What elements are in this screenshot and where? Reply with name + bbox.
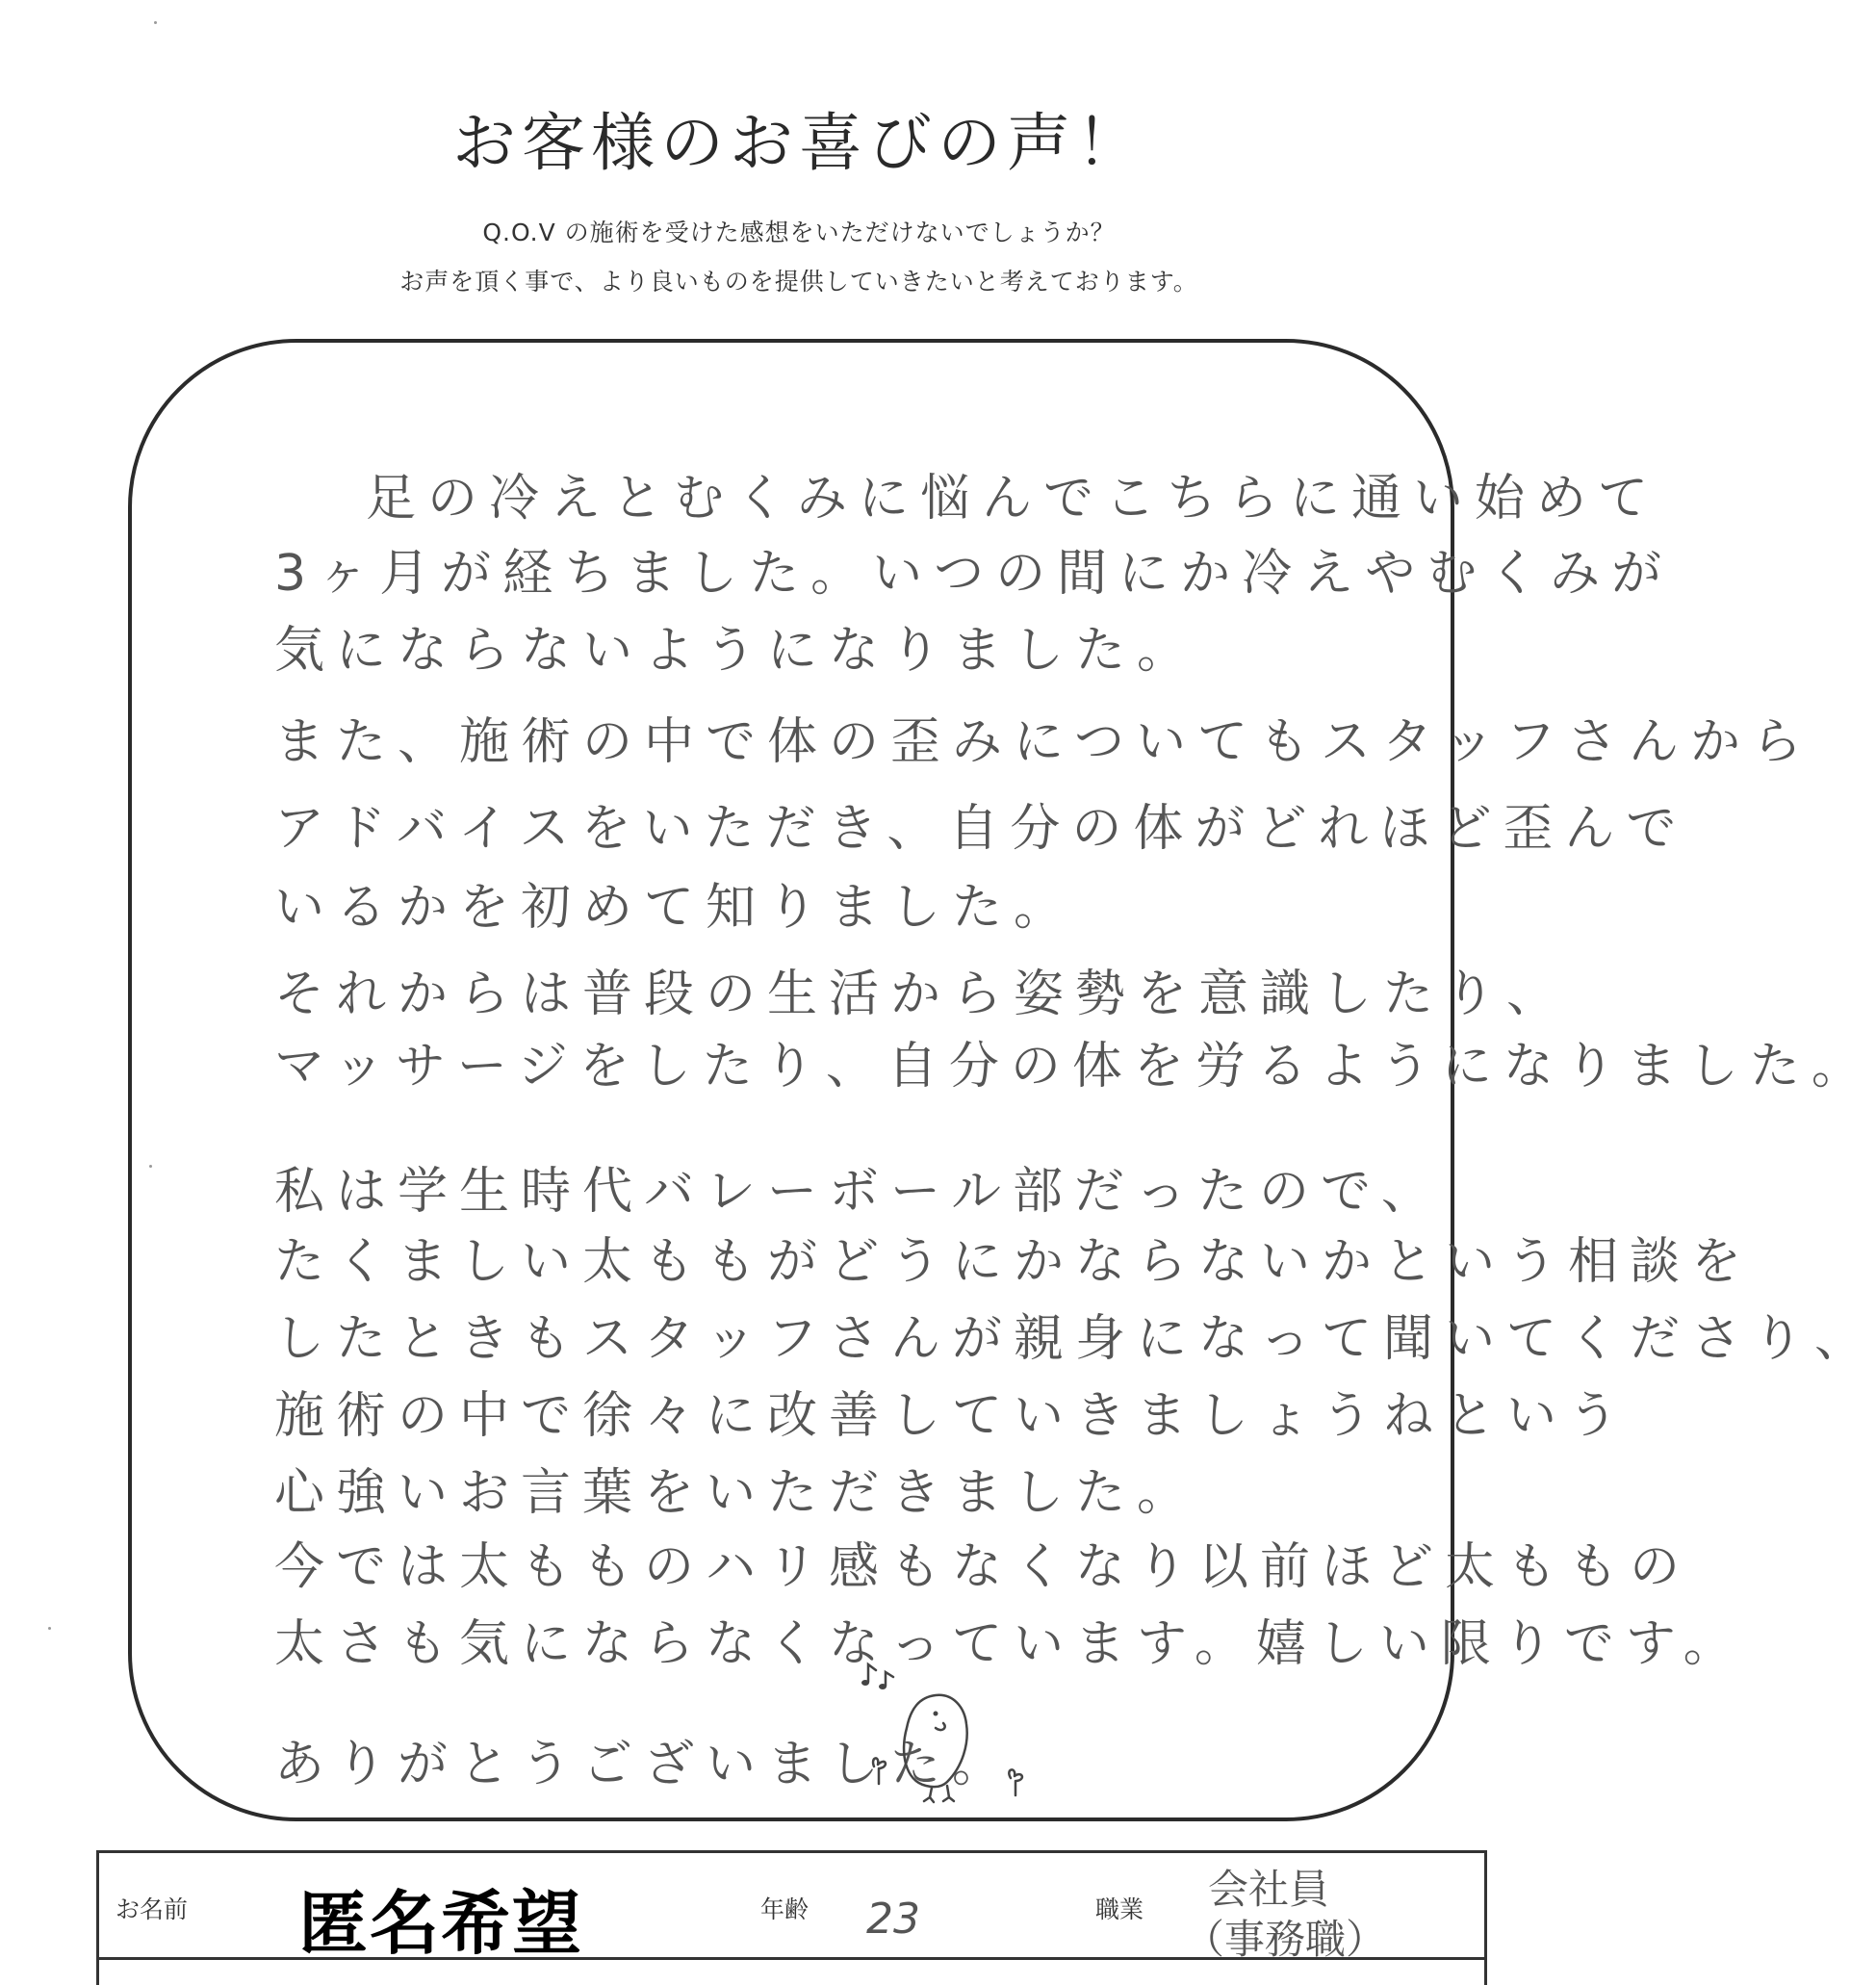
- testimonial-line: 今では太もものハリ感もなくなり以前ほど太ももの: [274, 1538, 1692, 1596]
- testimonial-line: マッサージをしたり、自分の体を労るようになりました。: [274, 1038, 1873, 1096]
- testimonial-line: それからは普段の生活から姿勢を意識したり、: [274, 966, 1569, 1023]
- testimonial-line: 気にならないようになりました。: [274, 622, 1199, 680]
- testimonial-line: 私は学生時代バレーボール部だったので、: [274, 1163, 1443, 1221]
- name-value: 匿名希望: [298, 1883, 584, 1964]
- testimonial-line: いるかを初めて知りました。: [274, 879, 1076, 937]
- testimonial-line: 太さも気にならなくなっています。嬉しい限りです。: [274, 1615, 1745, 1673]
- testimonial-line: 施術の中で徐々に改善していきましょうねという: [274, 1387, 1631, 1445]
- testimonial-line: 足の冷えとむくみに悩んでこちらに通い始めて: [366, 470, 1660, 528]
- subtitle-line-2: お声を頂く事で、より良いものを提供していきたいと考えております。: [399, 268, 1198, 296]
- testimonial-line: 心強いお言葉をいただきました。: [274, 1464, 1199, 1522]
- subtitle-line-1: Q.O.V の施術を受けた感想をいただけないでしょうか？: [482, 219, 1116, 246]
- testimonial-line: ありがとうございました。: [274, 1736, 1015, 1793]
- job-label: 職業: [1095, 1895, 1144, 1923]
- testimonial-line: アドバイスをいただき、自分の体がどれほど歪んで: [274, 800, 1688, 858]
- testimonial-line: 3ヶ月が経ちました。いつの間にか冷えやむくみが: [274, 545, 1674, 603]
- age-value: 23: [866, 1895, 920, 1944]
- job-value: 会社員: [1208, 1866, 1330, 1913]
- age-label: 年齢: [760, 1895, 810, 1923]
- testimonial-line: したときもスタッフさんが親身になって聞いてくださり、: [274, 1310, 1876, 1368]
- page-title: お客様のお喜びの声！: [452, 106, 1145, 180]
- testimonial-line: また、施術の中で体の歪みについてもスタッフさんから: [274, 713, 1813, 771]
- job-value-detail: （事務職）: [1184, 1916, 1387, 1963]
- testimonial-line: たくましい太ももがどうにかならないかという相談を: [274, 1233, 1754, 1291]
- name-label: お名前: [116, 1895, 189, 1923]
- chick-doodle-icon: [847, 1661, 1040, 1805]
